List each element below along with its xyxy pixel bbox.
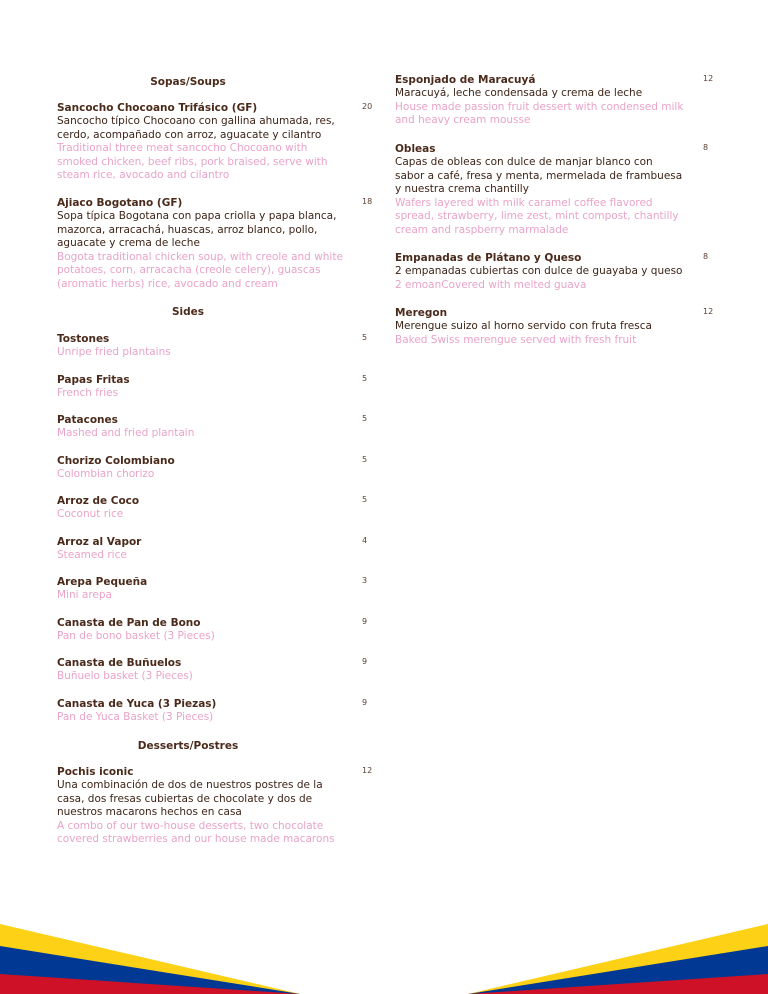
menu-item <box>395 251 713 292</box>
item-name: Sancocho Chocoano Trifásico (GF) <box>57 102 258 114</box>
item-name: Arepa Pequeña <box>57 576 148 588</box>
item-name: Meregon <box>395 307 448 319</box>
item-description-en: Mashed and fried plantain <box>57 427 195 439</box>
item-price: 3 <box>362 576 368 585</box>
item-price: 4 <box>362 536 368 545</box>
menu-item <box>57 454 371 482</box>
item-description-en: French fries <box>57 387 119 399</box>
item-price: 8 <box>703 252 709 261</box>
item-price: 9 <box>362 657 368 666</box>
menu-item <box>57 413 371 441</box>
menu-item <box>57 101 371 183</box>
item-name: Arroz de Coco <box>57 495 140 507</box>
item-description-en: 2 emoanCovered with melted guava <box>395 278 587 291</box>
item-description-en: Steamed rice <box>57 549 127 561</box>
item-name: Papas Fritas <box>57 374 130 386</box>
item-name: Patacones <box>57 414 118 426</box>
item-description-en: Buñuelo basket (3 Pieces) <box>57 670 193 682</box>
item-price: 5 <box>362 495 368 504</box>
item-price: 5 <box>362 333 368 342</box>
item-description-es: 2 empanadas cubiertas con dulce de guayaba y queso <box>395 265 683 277</box>
menu-item <box>57 332 371 360</box>
item-description-en: Baked Swiss merengue served with fresh fruit <box>395 333 637 346</box>
item-description-es: Capas de obleas con dulce de manjar blanco con sabor a café, fresa y menta, mermelada de frambuesa y nuestra crema chantilly <box>395 156 683 195</box>
item-price: 5 <box>362 374 368 383</box>
item-description-es: Merengue suizo al horno servido con fruta fresca <box>395 320 652 332</box>
item-name: Ajiaco Bogotano (GF) <box>57 197 183 209</box>
item-description-en: Wafers layered with milk caramel coffee flavored spread, strawberry, lime zest, mint compost, chantilly cream and raspberry marmalade <box>395 196 679 236</box>
item-description-en: Mini arepa <box>57 589 112 601</box>
item-price: 12 <box>703 307 714 316</box>
item-description-en: Traditional three meat sancocho Chocoano with smoked chicken, beef ribs, pork braised, serve with steam rice, avocado and cilantro <box>57 142 328 181</box>
item-description-en: Pan de Yuca Basket (3 Pieces) <box>57 711 214 723</box>
menu-item <box>57 697 371 725</box>
item-price: 8 <box>703 143 709 152</box>
item-price: 20 <box>362 102 373 111</box>
menu-item <box>395 142 713 237</box>
item-name: Canasta de Yuca (3 Piezas) <box>57 698 217 710</box>
item-description-en: A combo of our two-house desserts, two chocolate covered strawberries and our house made macarons <box>57 819 335 845</box>
item-name: Obleas <box>395 143 436 155</box>
item-name: Canasta de Pan de Bono <box>57 617 201 629</box>
item-name: Tostones <box>57 333 110 345</box>
item-description-es: Maracuyá, leche condensada y crema de leche <box>395 87 643 99</box>
item-description-en: Bogota traditional chicken soup, with creole and white potatoes, corn, arracacha (creole celery), guascas (aromatic herbs) rice, avocado and cream <box>57 250 343 290</box>
menu-item <box>57 196 371 291</box>
menu-item <box>57 575 371 603</box>
item-description-es: Una combinación de dos de nuestros postres de la casa, dos fresas cubiertas de chocolate y dos de nuestros macarons hechos en casa <box>57 779 323 818</box>
item-name: Canasta de Buñuelos <box>57 657 182 669</box>
menu-item <box>57 494 371 522</box>
item-price: 12 <box>362 766 373 775</box>
section-title-soups: Sopas/Soups <box>150 76 226 88</box>
item-price: 5 <box>362 455 368 464</box>
flag-stripes-left <box>0 924 300 994</box>
item-description-en: Colombian chorizo <box>57 468 155 480</box>
item-description-en: Pan de bono basket (3 Pieces) <box>57 630 215 642</box>
menu-item <box>395 73 713 128</box>
item-description-es: Sancocho típico Chocoano con gallina ahumada, res, cerdo, acompañado con arroz, aguacate y cilantro <box>57 115 335 141</box>
menu-item <box>57 373 371 401</box>
item-description-es: Sopa típica Bogotana con papa criolla y papa blanca, mazorca, arracachá, huascas, arroz blanco, pollo, aguacate y crema de leche <box>57 210 337 249</box>
item-description-en: Unripe fried plantains <box>57 346 171 358</box>
section-title-sides: Sides <box>171 306 205 318</box>
flag-stripes-right <box>468 924 768 994</box>
menu-item <box>395 306 713 347</box>
item-name: Pochis iconic <box>57 766 134 778</box>
item-price: 5 <box>362 414 368 423</box>
item-price: 9 <box>362 698 368 707</box>
item-price: 18 <box>362 197 373 206</box>
item-description-en: House made passion fruit dessert with condensed milk and heavy cream mousse <box>395 100 684 126</box>
section-title-desserts: Desserts/Postres <box>137 740 239 752</box>
item-description-en: Coconut rice <box>57 508 124 520</box>
item-name: Esponjado de Maracuyá <box>395 74 536 86</box>
menu-item <box>57 765 371 847</box>
menu-item <box>57 616 371 644</box>
item-price: 12 <box>703 74 714 83</box>
item-name: Chorizo Colombiano <box>57 455 175 467</box>
item-name: Empanadas de Plátano y Queso <box>395 252 582 264</box>
item-price: 9 <box>362 617 368 626</box>
menu-item <box>57 535 371 563</box>
item-name: Arroz al Vapor <box>57 536 142 548</box>
menu-item <box>57 656 371 684</box>
